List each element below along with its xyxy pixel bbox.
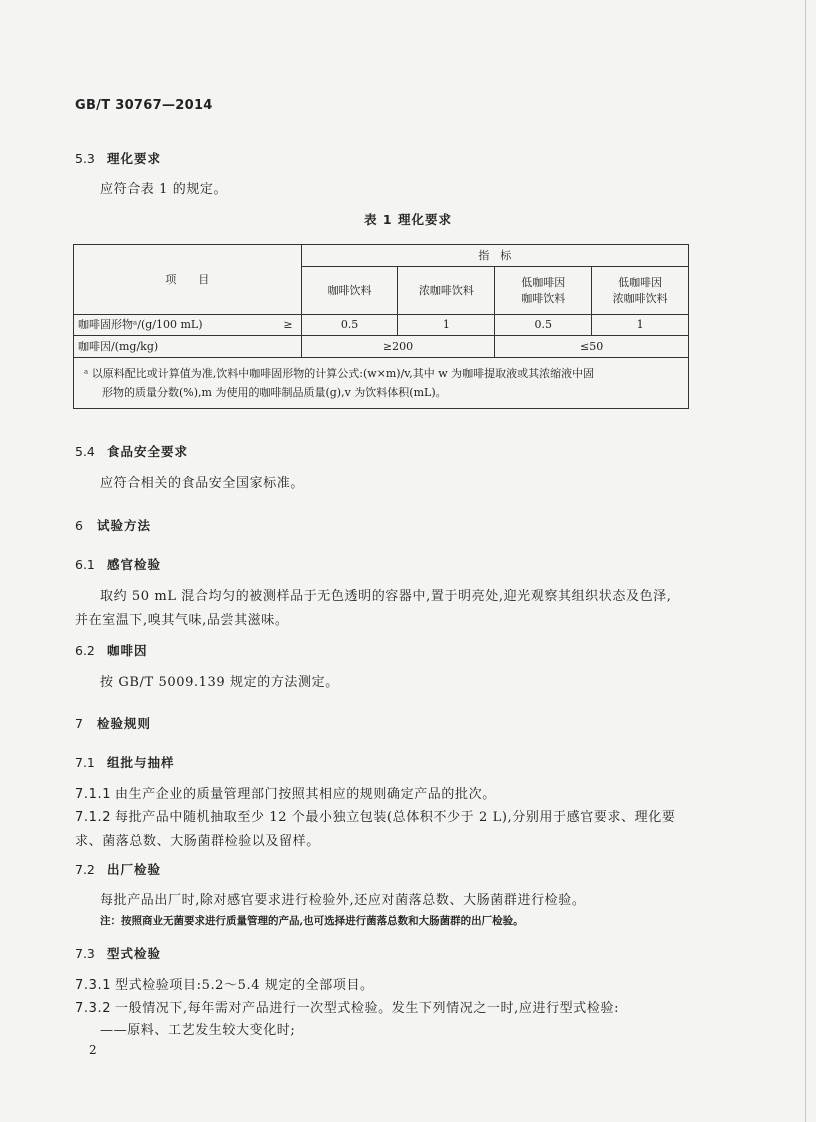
clause-number: 7.1.1 (75, 787, 112, 802)
clause-text: 每批产品中随机抽取至少 12 个最小独立包装(总体积不少于 2 L),分别用于感官要求、理化要 (115, 810, 676, 825)
clause-text: 由生产企业的质量管理部门按照其相应的规则确定产品的批次。 (115, 787, 496, 802)
heading-6-1 (75, 555, 161, 573)
clause-number: 7.1.2 (75, 810, 112, 825)
section-title: 咖啡因 (107, 643, 148, 658)
row-caffeine-label: 咖啡因/(mg/kg) (74, 336, 302, 358)
col-coffee-drink: 咖啡饮料 (301, 267, 398, 315)
cell-solids-4: 1 (592, 315, 689, 336)
col-low-caffeine-line2: 咖啡饮料 (521, 291, 566, 305)
paragraph-6-1-line1: 取约 50 mL 混合均匀的被测样品于无色透明的容器中,置于明亮处,迎光观察其组织状态及色泽, (100, 589, 672, 604)
footnote-line-2: 形物的质量分数(%),m 为使用的咖啡制品质量(g),v 为饮料体积(mL)。 (102, 386, 447, 399)
heading-7-1 (75, 753, 175, 771)
col-low-caffeine-strong-line1: 低咖啡因 (618, 275, 663, 289)
row-coffee-solids-operator: ≥ (283, 318, 293, 331)
paragraph-6-1-line2: 并在室温下,嗅其气味,品尝其滋味。 (75, 613, 289, 628)
heading-5-4 (75, 442, 188, 460)
section-title: 食品安全要求 (107, 444, 189, 459)
cell-caffeine-a: ≥200 (301, 336, 495, 358)
footnote-line-1: ᵃ 以原料配比或计算值为准,饮料中咖啡固形物的计算公式:(w×m)/v,其中 w 为咖啡提取液或其浓缩液中固 (84, 367, 595, 380)
clause-text: 型式检验项目:5.2～5.4 规定的全部项目。 (115, 978, 374, 993)
col-low-caffeine-line1: 低咖啡因 (521, 275, 566, 289)
clause-text: 一般情况下,每年需对产品进行一次型式检验。发生下列情况之一时,应进行型式检验: (115, 1001, 620, 1016)
heading-7 (75, 714, 151, 732)
clause-number: 7.3.1 (75, 978, 112, 993)
table-footnote (74, 358, 689, 409)
section-title: 出厂检验 (107, 862, 162, 877)
clause-7-1-2 (75, 806, 675, 825)
header-item: 项 目 (74, 245, 302, 315)
clause-7-3-2 (75, 997, 619, 1016)
heading-5-3 (75, 149, 161, 167)
heading-6 (75, 516, 151, 534)
page-edge-line (805, 0, 806, 1122)
clause-number: 7.3.2 (75, 1001, 112, 1016)
note-7-2: 注：按照商业无菌要求进行质量管理的产品,也可选择进行菌落总数和大肠菌群的出厂检验。 (100, 915, 524, 927)
section-number: 5.4 (75, 444, 95, 459)
section-title: 检验规则 (97, 716, 152, 731)
col-low-caffeine-strong (592, 267, 689, 315)
section-number: 7.3 (75, 946, 95, 961)
section-number: 7.2 (75, 862, 95, 877)
section-number: 6.2 (75, 643, 95, 658)
clause-7-1-2-line2: 求、菌落总数、大肠菌群检验以及留样。 (75, 834, 320, 849)
section-title: 试验方法 (97, 518, 152, 533)
cell-solids-3: 0.5 (495, 315, 592, 336)
col-low-caffeine (495, 267, 592, 315)
cell-solids-2: 1 (398, 315, 495, 336)
section-title: 型式检验 (107, 946, 162, 961)
col-strong-coffee: 浓咖啡饮料 (398, 267, 495, 315)
clause-7-1-1 (75, 783, 496, 802)
section-number: 7.1 (75, 755, 95, 770)
page-number: 2 (89, 1043, 97, 1057)
section-number: 7 (75, 716, 83, 731)
cell-solids-1: 0.5 (301, 315, 398, 336)
clause-7-3-1 (75, 974, 374, 993)
doc-code: GB/T 30767—2014 (75, 98, 213, 113)
cell-caffeine-b: ≤50 (495, 336, 689, 358)
section-title: 理化要求 (107, 151, 162, 166)
dash-item-1: ——原料、工艺发生较大变化时; (100, 1023, 296, 1038)
section-title: 组批与抽样 (107, 755, 175, 770)
row-coffee-solids (74, 315, 302, 336)
col-low-caffeine-strong-line2: 浓咖啡饮料 (612, 291, 668, 305)
paragraph-5-3: 应符合表 1 的规定。 (100, 182, 228, 197)
table-caption: 表 1 理化要求 (364, 212, 452, 227)
heading-6-2 (75, 641, 148, 659)
paragraph-7-2: 每批产品出厂时,除对感官要求进行检验外,还应对菌落总数、大肠菌群进行检验。 (100, 893, 586, 908)
section-title: 感官检验 (107, 557, 162, 572)
paragraph-6-2: 按 GB/T 5009.139 规定的方法测定。 (100, 675, 339, 690)
heading-7-3 (75, 944, 161, 962)
paragraph-5-4: 应符合相关的食品安全国家标准。 (100, 476, 305, 491)
row-coffee-solids-label: 咖啡固形物ᵃ/(g/100 mL) (78, 318, 203, 331)
spec-table (73, 244, 689, 409)
header-index: 指 标 (301, 245, 688, 267)
heading-7-2 (75, 860, 161, 878)
section-number: 6 (75, 518, 83, 533)
section-number: 5.3 (75, 151, 95, 166)
section-number: 6.1 (75, 557, 95, 572)
